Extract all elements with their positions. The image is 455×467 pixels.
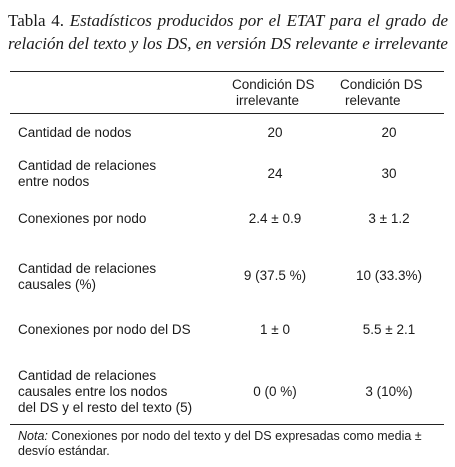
cell-relevante: 20 <box>381 125 397 140</box>
row-label: entre nodos <box>18 174 90 189</box>
row-label: del DS y el resto del texto (5) <box>18 400 193 415</box>
header-rule <box>10 113 444 114</box>
header-col1-line2: irrelevante <box>236 93 300 108</box>
cell-relevante: 5.5 ± 2.1 <box>362 322 416 337</box>
cell-relevante: 3 (10%) <box>365 384 413 399</box>
cell-relevante: 10 (33.3%) <box>355 268 423 283</box>
cell-irrelevante: 9 (37.5 %) <box>243 268 307 283</box>
row-label: causales entre los nodos <box>18 384 168 399</box>
cell-relevante: 3 ± 1.2 <box>368 211 410 226</box>
table-note <box>18 429 446 459</box>
header-col2-line1: Condición DS <box>340 77 423 92</box>
row-label: Conexiones por nodo del DS <box>18 322 191 337</box>
row-label: Cantidad de relaciones <box>18 261 157 276</box>
row-label: Conexiones por nodo <box>18 211 147 226</box>
top-rule <box>10 71 444 72</box>
row-label: Cantidad de relaciones <box>18 368 157 383</box>
caption-label: Tabla 4. <box>8 11 64 30</box>
cell-irrelevante: 1 ± 0 <box>260 322 290 337</box>
cell-irrelevante: 24 <box>267 166 283 181</box>
note-label: Nota: <box>18 429 48 443</box>
bottom-rule <box>10 424 444 425</box>
row-label: Cantidad de nodos <box>18 125 132 140</box>
row-label: Cantidad de relaciones <box>18 158 157 173</box>
row-label: causales (%) <box>18 277 97 292</box>
caption-title: Estadísticos producidos por el ETAT para el grado de relación del texto y los DS, en versión DS relevante e irrelevante <box>8 11 449 53</box>
cell-irrelevante: 20 <box>267 125 283 140</box>
table-caption <box>8 9 448 55</box>
cell-irrelevante: 0 (0 %) <box>253 384 297 399</box>
cell-relevante: 30 <box>381 166 397 181</box>
cell-irrelevante: 2.4 ± 0.9 <box>248 211 302 226</box>
header-col2-line2: relevante <box>345 93 401 108</box>
note-text: Conexiones por nodo del texto y del DS expresadas como media ± desvío estándar. <box>18 429 422 458</box>
header-col1-line1: Condición DS <box>232 77 315 92</box>
